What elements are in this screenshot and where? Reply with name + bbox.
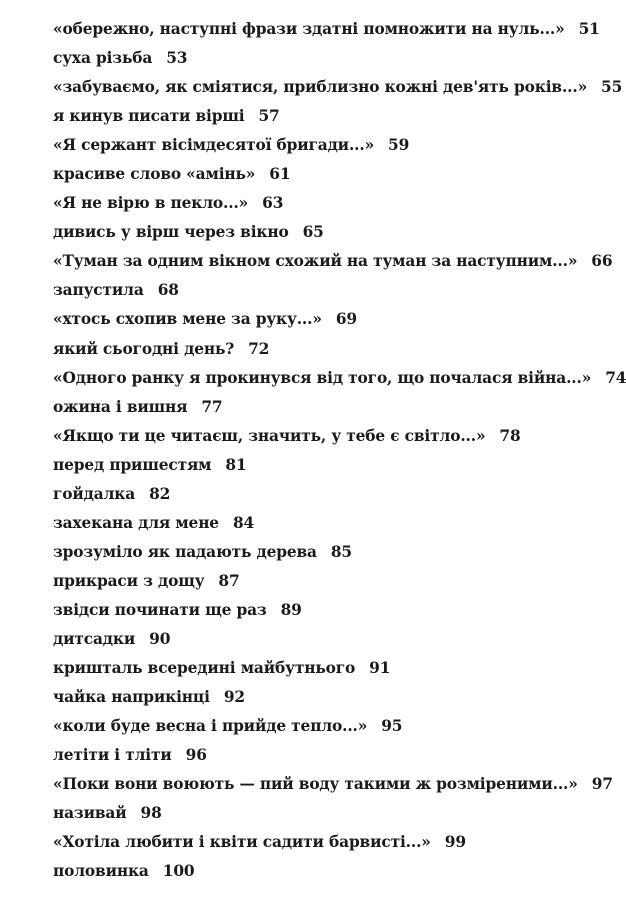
toc-entry-page-number: 66 (591, 252, 613, 271)
toc-entry-page-number: 77 (201, 397, 223, 416)
toc-entry-page-number: 85 (330, 542, 352, 561)
toc-entry-page-number: 99 (444, 833, 466, 852)
toc-entry (53, 453, 626, 482)
toc-entry-page-number: 92 (223, 688, 245, 707)
toc-entry-title: «Одного ранку я прокинувся від того, що почалася війна...» (53, 368, 592, 387)
toc-entry-page-number: 89 (280, 600, 302, 619)
toc-entry-title: «обережно, наступні фрази здатні помножити на нуль...» (53, 20, 565, 38)
toc-entry-page-number: 53 (166, 49, 188, 68)
toc-entry-page-number: 98 (140, 804, 162, 823)
toc-entry (53, 598, 626, 627)
toc-entry-title: запустила (53, 281, 144, 300)
toc-entry-title: половинка (53, 862, 149, 881)
toc-entry (53, 133, 626, 162)
toc-entry-page-number: 74 (605, 368, 626, 387)
toc-entry-page-number: 61 (269, 165, 291, 184)
toc-entry-title: летіти і тліти (53, 746, 172, 765)
toc-entry-page-number: 81 (225, 455, 247, 474)
toc-entry-title: «Хотіла любити і квіти садити барвисті...» (53, 833, 431, 852)
toc-entry-title: гойдалка (53, 484, 136, 503)
toc-entry (53, 685, 626, 714)
toc-entry-page-number: 59 (388, 136, 410, 155)
toc-entry-title: дивись у вірш через вікно (53, 223, 289, 242)
toc-entry-page-number: 95 (381, 717, 403, 736)
toc-entry (53, 772, 626, 801)
toc-entry-page-number: 68 (157, 281, 179, 300)
toc-entry-page-number: 72 (248, 339, 270, 358)
toc-entry-title: «Якщо ти це читаєш, значить, у тебе є світло...» (53, 426, 486, 445)
toc-entry (53, 656, 626, 685)
toc-entry (53, 162, 626, 191)
toc-entry-title: «хтось схопив мене за руку...» (53, 310, 322, 329)
toc-entry (53, 830, 626, 859)
toc-entry-title: зрозуміло як падають дерева (53, 542, 317, 561)
toc-entry (53, 249, 626, 278)
toc-entry-title: «Туман за одним вікном схожий на туман за наступним...» (53, 252, 578, 271)
toc-entry (53, 220, 626, 249)
toc-entry (53, 366, 626, 395)
toc-entry (53, 191, 626, 220)
toc-entry-title: дитсадки (53, 629, 136, 648)
toc-entry-page-number: 82 (149, 484, 171, 503)
toc-entry (53, 511, 626, 540)
toc-entry-title: який сьогодні день? (53, 339, 235, 358)
toc-entry (53, 714, 626, 743)
toc-entry (53, 46, 626, 75)
toc-entry (53, 337, 626, 366)
toc-entry-page-number: 96 (185, 746, 207, 765)
toc-entry (53, 743, 626, 772)
toc-entry-title: ожина і вишня (53, 397, 188, 416)
toc-entry (53, 75, 626, 104)
toc-entry-title: перед пришестям (53, 455, 212, 474)
toc-entry (53, 569, 626, 598)
toc-entry-page-number: 97 (591, 775, 613, 794)
toc-entry-page-number: 90 (149, 629, 171, 648)
toc-entry-title: чайка наприкінці (53, 688, 210, 707)
toc-entry-page-number: 57 (258, 107, 280, 126)
toc-entry (53, 17, 626, 46)
toc-entry (53, 482, 626, 511)
toc-entry-page-number: 100 (162, 862, 195, 881)
toc-entry (53, 278, 626, 307)
toc-entry (53, 104, 626, 133)
toc-entry-page-number: 91 (369, 659, 391, 678)
toc-entry-page-number: 87 (218, 571, 240, 590)
toc-entry (53, 395, 626, 424)
toc-entry-title: «коли буде весна і прийде тепло...» (53, 717, 368, 736)
toc-entry (53, 859, 626, 888)
toc-entry-title: звідси починати ще раз (53, 600, 267, 619)
toc-entry (53, 307, 626, 336)
toc-entry-title: «Поки вони воюють — пий воду такими ж розміреними...» (53, 775, 578, 794)
toc-entry-title: захекана для мене (53, 513, 219, 532)
toc-entry-title: називай (53, 804, 127, 823)
toc-entry (53, 801, 626, 830)
toc-entry-title: «Я сержант вісімдесятої бригади...» (53, 136, 375, 155)
toc-entry-title: «забуваємо, як сміятися, приблизно кожні дев'ять років...» (53, 78, 588, 97)
toc-entry-page-number: 78 (499, 426, 521, 445)
toc-entry-page-number: 63 (262, 194, 284, 213)
toc-entry (53, 540, 626, 569)
toc-entry (53, 424, 626, 453)
toc-entry-title: прикраси з дощу (53, 571, 205, 590)
toc-entry-page-number: 69 (335, 310, 357, 329)
table-of-contents (53, 17, 626, 888)
toc-entry-page-number: 84 (232, 513, 255, 532)
toc-entry-title: «Я не вірю в пекло...» (53, 194, 249, 213)
toc-entry-title: кришталь всередині майбутнього (53, 659, 356, 678)
toc-entry-title: суха різьба (53, 49, 153, 68)
toc-entry-page-number: 65 (302, 223, 324, 242)
toc-entry-page-number: 55 (601, 78, 623, 97)
toc-entry-page-number: 51 (578, 20, 600, 38)
toc-entry-title: я кинув писати вірші (53, 107, 245, 126)
toc-entry (53, 627, 626, 656)
toc-entry-title: красиве слово «амінь» (53, 165, 256, 184)
